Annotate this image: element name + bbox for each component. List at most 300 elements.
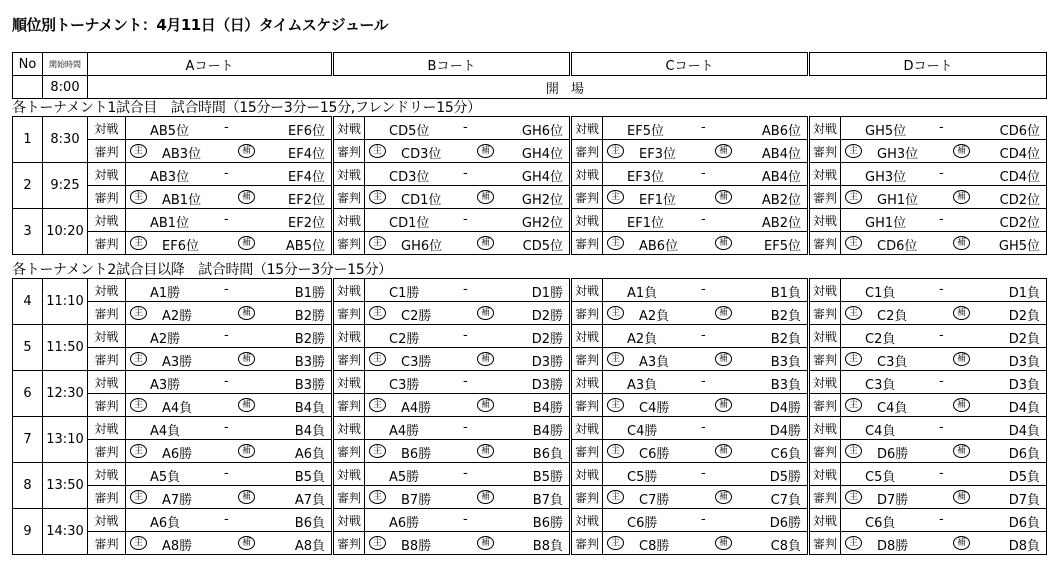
main-referee: AB6位 xyxy=(639,239,679,254)
vs-dash: - xyxy=(224,466,229,481)
match-label: 対戦 xyxy=(809,117,841,140)
referee-cell xyxy=(126,140,333,163)
vs-dash: - xyxy=(939,374,944,389)
referee-cell xyxy=(603,348,809,371)
main-referee: AB1位 xyxy=(162,193,202,208)
match-cell xyxy=(841,371,1047,394)
sub-referee-mark: 補 xyxy=(238,144,255,158)
match-no: 7 xyxy=(13,417,43,463)
main-referee-mark: 主 xyxy=(607,536,624,550)
start-time: 9:25 xyxy=(43,163,88,209)
match-label: 対戦 xyxy=(809,325,841,348)
referee-cell xyxy=(126,532,333,555)
team-2: B2勝 xyxy=(294,332,325,347)
sub-referee-mark: 補 xyxy=(238,444,255,458)
main-referee: B6勝 xyxy=(401,447,432,462)
team-2: B1勝 xyxy=(294,286,325,301)
match-cell xyxy=(603,209,809,232)
team-1: EF5位 xyxy=(627,124,664,139)
match-label: 対戦 xyxy=(88,371,126,394)
team-1: C4負 xyxy=(865,424,896,439)
team-2: B2負 xyxy=(770,332,801,347)
schedule-row xyxy=(13,325,1047,348)
opening-time: 8:00 xyxy=(43,76,88,99)
main-referee-mark: 主 xyxy=(607,236,624,250)
schedule-row-referee xyxy=(13,302,1047,325)
vs-dash: - xyxy=(463,328,468,343)
match-label: 対戦 xyxy=(333,117,365,140)
main-referee-mark: 主 xyxy=(369,490,386,504)
match-label: 対戦 xyxy=(809,417,841,440)
referee-cell xyxy=(365,486,571,509)
team-1: A4負 xyxy=(150,424,181,439)
sub-referee-mark: 補 xyxy=(715,398,732,412)
team-1: CD5位 xyxy=(389,124,430,139)
team-1: A6負 xyxy=(150,516,181,531)
match-label: 対戦 xyxy=(571,163,603,186)
team-1: A5負 xyxy=(150,470,181,485)
main-referee-mark: 主 xyxy=(130,536,147,550)
vs-dash: - xyxy=(463,166,468,181)
main-referee-mark: 主 xyxy=(369,306,386,320)
main-referee: A3負 xyxy=(639,355,670,370)
referee-label: 審判 xyxy=(571,140,603,163)
sub-referee: B2勝 xyxy=(294,309,325,324)
vs-dash: - xyxy=(701,282,706,297)
schedule-row-referee xyxy=(13,440,1047,463)
main-referee: GH3位 xyxy=(877,147,919,162)
sub-referee-mark: 補 xyxy=(715,490,732,504)
sub-referee-mark: 補 xyxy=(715,144,732,158)
referee-cell xyxy=(841,532,1047,555)
referee-cell xyxy=(365,302,571,325)
sub-referee: CD4位 xyxy=(999,147,1040,162)
team-2: D3負 xyxy=(1008,378,1040,393)
sub-referee: EF2位 xyxy=(288,193,325,208)
vs-dash: - xyxy=(701,166,706,181)
vs-dash: - xyxy=(939,328,944,343)
match-label: 対戦 xyxy=(333,279,365,302)
referee-cell xyxy=(365,186,571,209)
match-cell xyxy=(365,371,571,394)
team-2: CD4位 xyxy=(999,170,1040,185)
vs-dash: - xyxy=(701,374,706,389)
match-label: 対戦 xyxy=(333,325,365,348)
sub-referee: GH2位 xyxy=(521,193,563,208)
referee-label: 審判 xyxy=(88,232,126,255)
referee-label: 審判 xyxy=(333,486,365,509)
sub-referee-mark: 補 xyxy=(715,236,732,250)
match-cell xyxy=(365,163,571,186)
match-cell xyxy=(603,117,809,140)
team-1: A3負 xyxy=(627,378,658,393)
match-no: 2 xyxy=(13,163,43,209)
referee-label: 審判 xyxy=(88,140,126,163)
match-cell xyxy=(603,163,809,186)
team-1: C2勝 xyxy=(389,332,420,347)
sub-referee-mark: 補 xyxy=(953,490,970,504)
team-1: C6勝 xyxy=(627,516,658,531)
schedule-row xyxy=(13,463,1047,486)
referee-label: 審判 xyxy=(809,486,841,509)
schedule-row-referee xyxy=(13,140,1047,163)
vs-dash: - xyxy=(463,420,468,435)
match-label: 対戦 xyxy=(88,209,126,232)
referee-cell xyxy=(365,440,571,463)
match-cell xyxy=(841,325,1047,348)
team-1: C3負 xyxy=(865,378,896,393)
team-2: B4負 xyxy=(294,424,325,439)
team-2: D1勝 xyxy=(531,286,563,301)
referee-label: 審判 xyxy=(88,532,126,555)
schedule-row-referee xyxy=(13,186,1047,209)
main-referee: A2負 xyxy=(639,309,670,324)
referee-label: 審判 xyxy=(571,186,603,209)
main-referee-mark: 主 xyxy=(369,398,386,412)
referee-cell xyxy=(365,348,571,371)
main-referee-mark: 主 xyxy=(130,490,147,504)
vs-dash: - xyxy=(224,120,229,135)
team-2: B6負 xyxy=(294,516,325,531)
team-1: A2負 xyxy=(627,332,658,347)
referee-cell xyxy=(126,440,333,463)
match-cell xyxy=(603,417,809,440)
team-2: AB6位 xyxy=(761,124,801,139)
sub-referee: D2負 xyxy=(1008,309,1040,324)
match-no: 6 xyxy=(13,371,43,417)
team-2: D6勝 xyxy=(769,516,801,531)
sub-referee-mark: 補 xyxy=(953,306,970,320)
team-1: AB3位 xyxy=(150,170,190,185)
start-time: 10:20 xyxy=(43,209,88,255)
main-referee-mark: 主 xyxy=(845,490,862,504)
match-cell xyxy=(603,509,809,532)
referee-label: 審判 xyxy=(571,486,603,509)
referee-cell xyxy=(126,394,333,417)
team-1: AB1位 xyxy=(150,216,190,231)
team-2: B1負 xyxy=(770,286,801,301)
main-referee: B7勝 xyxy=(401,493,432,508)
referee-label: 審判 xyxy=(333,186,365,209)
referee-label: 審判 xyxy=(333,302,365,325)
match-label: 対戦 xyxy=(809,163,841,186)
sub-referee: CD5位 xyxy=(522,239,563,254)
sub-referee: A7負 xyxy=(294,493,325,508)
team-1: EF1位 xyxy=(627,216,664,231)
team-1: C1負 xyxy=(865,286,896,301)
main-referee: C4負 xyxy=(877,401,908,416)
match-cell xyxy=(841,509,1047,532)
sub-referee-mark: 補 xyxy=(953,398,970,412)
referee-label: 審判 xyxy=(88,486,126,509)
sub-referee: B2負 xyxy=(770,309,801,324)
referee-label: 審判 xyxy=(333,348,365,371)
sub-referee-mark: 補 xyxy=(953,236,970,250)
match-label: 対戦 xyxy=(571,325,603,348)
sub-referee-mark: 補 xyxy=(953,536,970,550)
vs-dash: - xyxy=(224,512,229,527)
sub-referee: D4勝 xyxy=(769,401,801,416)
referee-cell xyxy=(603,440,809,463)
sub-referee-mark: 補 xyxy=(953,190,970,204)
main-referee-mark: 主 xyxy=(845,190,862,204)
team-1: C2負 xyxy=(865,332,896,347)
team-1: C1勝 xyxy=(389,286,420,301)
referee-label: 審判 xyxy=(809,440,841,463)
main-referee-mark: 主 xyxy=(369,190,386,204)
match-cell xyxy=(841,209,1047,232)
sub-referee-mark: 補 xyxy=(238,352,255,366)
main-referee: C2勝 xyxy=(401,309,432,324)
referee-label: 審判 xyxy=(809,532,841,555)
sub-referee-mark: 補 xyxy=(238,306,255,320)
vs-dash: - xyxy=(701,512,706,527)
vs-dash: - xyxy=(939,420,944,435)
team-1: GH5位 xyxy=(865,124,907,139)
sub-referee: EF4位 xyxy=(288,147,325,162)
main-referee: A3勝 xyxy=(162,355,193,370)
match-label: 対戦 xyxy=(333,163,365,186)
main-referee: A8勝 xyxy=(162,539,193,554)
main-referee: C6勝 xyxy=(639,447,670,462)
court-d-header: Dコート xyxy=(809,53,1047,76)
team-2: CD6位 xyxy=(999,124,1040,139)
team-1: C5勝 xyxy=(627,470,658,485)
team-2: EF2位 xyxy=(288,216,325,231)
schedule-row xyxy=(13,279,1047,302)
team-2: D1負 xyxy=(1008,286,1040,301)
schedule-row xyxy=(13,509,1047,532)
court-a-header: Aコート xyxy=(88,53,333,76)
start-time: 11:50 xyxy=(43,325,88,371)
team-1: GH3位 xyxy=(865,170,907,185)
schedule-row xyxy=(13,371,1047,394)
section-2-heading: 各トーナメント2試合目以降 試合時間（15分ー3分ー15分） xyxy=(12,262,392,278)
sub-referee: C6負 xyxy=(770,447,801,462)
team-2: EF4位 xyxy=(288,170,325,185)
match-label: 対戦 xyxy=(88,417,126,440)
vs-dash: - xyxy=(224,212,229,227)
team-2: B5勝 xyxy=(532,470,563,485)
team-2: D4勝 xyxy=(769,424,801,439)
sub-referee-mark: 補 xyxy=(477,398,494,412)
start-time: 11:10 xyxy=(43,279,88,325)
match-cell xyxy=(365,279,571,302)
match-label: 対戦 xyxy=(809,209,841,232)
sub-referee-mark: 補 xyxy=(477,190,494,204)
referee-cell xyxy=(603,186,809,209)
match-label: 対戦 xyxy=(333,371,365,394)
schedule-row xyxy=(13,163,1047,186)
sub-referee: B6負 xyxy=(532,447,563,462)
main-referee: C8勝 xyxy=(639,539,670,554)
team-2: EF6位 xyxy=(288,124,325,139)
main-referee-mark: 主 xyxy=(369,236,386,250)
start-time: 12:30 xyxy=(43,371,88,417)
match-label: 対戦 xyxy=(88,509,126,532)
referee-cell xyxy=(365,394,571,417)
referee-cell xyxy=(841,486,1047,509)
match-cell xyxy=(841,417,1047,440)
main-referee-mark: 主 xyxy=(607,306,624,320)
court-c-header: Cコート xyxy=(571,53,809,76)
team-1: A5勝 xyxy=(389,470,420,485)
team-1: GH1位 xyxy=(865,216,907,231)
main-referee: C2負 xyxy=(877,309,908,324)
start-time: 8:30 xyxy=(43,117,88,163)
match-label: 対戦 xyxy=(571,209,603,232)
vs-dash: - xyxy=(224,282,229,297)
main-referee: C4勝 xyxy=(639,401,670,416)
match-no: 3 xyxy=(13,209,43,255)
main-referee: CD6位 xyxy=(877,239,918,254)
referee-label: 審判 xyxy=(809,140,841,163)
referee-cell xyxy=(126,232,333,255)
main-referee-mark: 主 xyxy=(369,536,386,550)
referee-cell xyxy=(841,302,1047,325)
sub-referee-mark: 補 xyxy=(715,190,732,204)
match-label: 対戦 xyxy=(333,509,365,532)
vs-dash: - xyxy=(939,166,944,181)
main-referee: EF3位 xyxy=(639,147,676,162)
main-referee-mark: 主 xyxy=(369,352,386,366)
team-1: A6勝 xyxy=(389,516,420,531)
referee-cell xyxy=(841,394,1047,417)
sub-referee-mark: 補 xyxy=(715,352,732,366)
sub-referee: B3勝 xyxy=(294,355,325,370)
referee-label: 審判 xyxy=(88,394,126,417)
vs-dash: - xyxy=(224,328,229,343)
sub-referee-mark: 補 xyxy=(477,490,494,504)
main-referee: A2勝 xyxy=(162,309,193,324)
match-label: 対戦 xyxy=(809,463,841,486)
sub-referee-mark: 補 xyxy=(238,490,255,504)
court-b-header: Bコート xyxy=(333,53,571,76)
referee-label: 審判 xyxy=(88,186,126,209)
sub-referee: CD2位 xyxy=(999,193,1040,208)
match-label: 対戦 xyxy=(333,417,365,440)
referee-cell xyxy=(841,348,1047,371)
vs-dash: - xyxy=(463,466,468,481)
team-1: A3勝 xyxy=(150,378,181,393)
referee-label: 審判 xyxy=(88,302,126,325)
main-referee-mark: 主 xyxy=(130,352,147,366)
team-1: C6負 xyxy=(865,516,896,531)
team-1: C3勝 xyxy=(389,378,420,393)
main-referee-mark: 主 xyxy=(607,444,624,458)
main-referee: A7勝 xyxy=(162,493,193,508)
sub-referee-mark: 補 xyxy=(715,536,732,550)
main-referee-mark: 主 xyxy=(130,236,147,250)
referee-label: 審判 xyxy=(809,232,841,255)
sub-referee: A6負 xyxy=(294,447,325,462)
match-cell xyxy=(126,509,333,532)
opening-label: 開 場 xyxy=(88,76,1047,99)
sub-referee: B3負 xyxy=(770,355,801,370)
vs-dash: - xyxy=(701,212,706,227)
team-2: AB4位 xyxy=(761,170,801,185)
match-cell xyxy=(365,117,571,140)
team-1: AB5位 xyxy=(150,124,190,139)
opening-no xyxy=(13,76,43,99)
sub-referee: B8負 xyxy=(532,539,563,554)
match-label: 対戦 xyxy=(333,209,365,232)
match-cell xyxy=(841,279,1047,302)
team-2: D3勝 xyxy=(531,378,563,393)
schedule-row-referee xyxy=(13,486,1047,509)
team-1: A1勝 xyxy=(150,286,181,301)
referee-label: 審判 xyxy=(809,394,841,417)
referee-label: 審判 xyxy=(333,440,365,463)
match-label: 対戦 xyxy=(571,371,603,394)
sub-referee-mark: 補 xyxy=(238,190,255,204)
vs-dash: - xyxy=(701,420,706,435)
vs-dash: - xyxy=(463,120,468,135)
referee-label: 審判 xyxy=(571,532,603,555)
main-referee-mark: 主 xyxy=(130,398,147,412)
main-referee: A4負 xyxy=(162,401,193,416)
referee-cell xyxy=(126,486,333,509)
sub-referee-mark: 補 xyxy=(238,536,255,550)
main-referee-mark: 主 xyxy=(845,236,862,250)
sub-referee-mark: 補 xyxy=(477,536,494,550)
col-no-header: No xyxy=(13,53,43,76)
team-1: A4勝 xyxy=(389,424,420,439)
main-referee-mark: 主 xyxy=(845,144,862,158)
team-2: D5勝 xyxy=(769,470,801,485)
start-time: 14:30 xyxy=(43,509,88,555)
team-2: D6負 xyxy=(1008,516,1040,531)
main-referee-mark: 主 xyxy=(607,490,624,504)
match-label: 対戦 xyxy=(571,279,603,302)
sub-referee-mark: 補 xyxy=(715,444,732,458)
main-referee: D8勝 xyxy=(877,539,909,554)
referee-cell xyxy=(841,140,1047,163)
match-label: 対戦 xyxy=(88,117,126,140)
vs-dash: - xyxy=(939,466,944,481)
sub-referee-mark: 補 xyxy=(477,144,494,158)
sub-referee-mark: 補 xyxy=(238,398,255,412)
vs-dash: - xyxy=(939,282,944,297)
vs-dash: - xyxy=(939,212,944,227)
match-cell xyxy=(126,163,333,186)
main-referee-mark: 主 xyxy=(607,398,624,412)
sub-referee-mark: 補 xyxy=(477,352,494,366)
referee-label: 審判 xyxy=(571,302,603,325)
referee-cell xyxy=(603,394,809,417)
sub-referee-mark: 補 xyxy=(238,236,255,250)
sub-referee: AB2位 xyxy=(761,193,801,208)
match-cell xyxy=(841,463,1047,486)
match-cell xyxy=(603,371,809,394)
vs-dash: - xyxy=(224,166,229,181)
match-cell xyxy=(126,209,333,232)
referee-cell xyxy=(603,232,809,255)
team-2: CD2位 xyxy=(999,216,1040,231)
sub-referee: D2勝 xyxy=(531,309,563,324)
match-no: 5 xyxy=(13,325,43,371)
team-1: A2勝 xyxy=(150,332,181,347)
sub-referee: A8負 xyxy=(294,539,325,554)
match-label: 対戦 xyxy=(88,163,126,186)
main-referee: GH6位 xyxy=(401,239,443,254)
vs-dash: - xyxy=(939,120,944,135)
sub-referee: GH4位 xyxy=(521,147,563,162)
col-start-header: 開始時間 xyxy=(43,53,88,76)
match-cell xyxy=(603,279,809,302)
referee-cell xyxy=(365,140,571,163)
match-no: 4 xyxy=(13,279,43,325)
